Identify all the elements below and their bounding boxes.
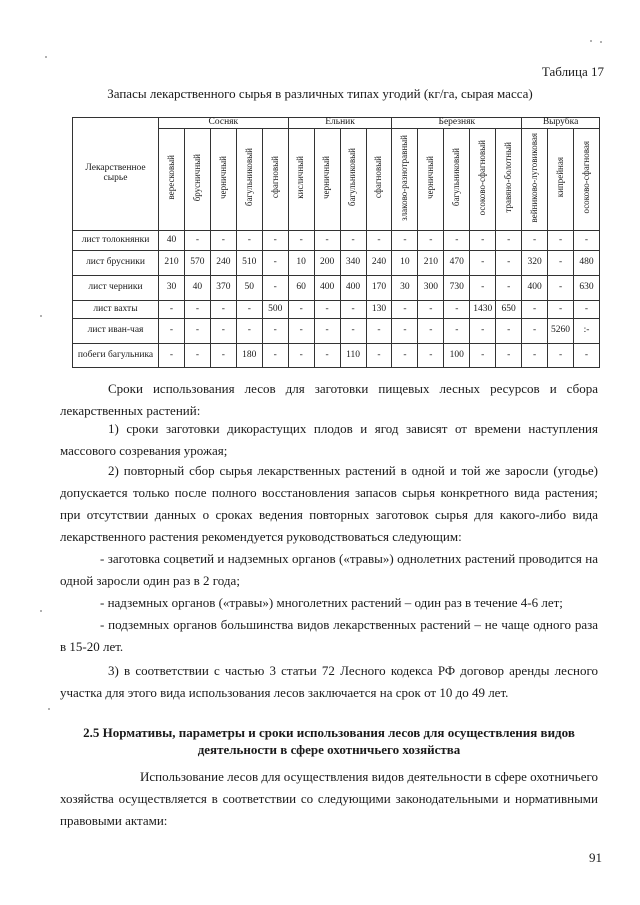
- column-header-label: вейниково-луговиковая: [528, 132, 539, 223]
- table-cell: -: [210, 231, 236, 251]
- table-cell: -: [262, 251, 288, 276]
- table-cell: -: [262, 231, 288, 251]
- row-header: лист иван-чая: [73, 319, 159, 344]
- column-header: [184, 129, 210, 231]
- table-body: [73, 231, 600, 368]
- table-cell: -: [236, 301, 262, 319]
- table-cell: 10: [288, 251, 314, 276]
- table-cell: 40: [184, 276, 210, 301]
- column-header: [522, 129, 548, 231]
- column-header-label: сфагновый: [373, 156, 384, 199]
- column-header-label: багульниковый: [347, 148, 358, 207]
- group-header: Вырубка: [522, 118, 600, 129]
- table-cell: 130: [366, 301, 392, 319]
- table-cell: -: [444, 301, 470, 319]
- table-cell: -: [496, 231, 522, 251]
- table-cell: 480: [574, 251, 600, 276]
- table-cell: -: [288, 231, 314, 251]
- table-cell: -: [392, 231, 418, 251]
- column-header-label: сфагновый: [269, 156, 280, 199]
- table-cell: -: [340, 231, 366, 251]
- group-header: Сосняк: [159, 118, 289, 129]
- table-cell: -: [262, 276, 288, 301]
- table-cell: -: [574, 301, 600, 319]
- table-cell: -: [418, 301, 444, 319]
- column-header-label: брусничный: [191, 153, 202, 202]
- table-cell: -: [496, 276, 522, 301]
- paragraph-7: [60, 660, 598, 704]
- table-cell: -: [522, 231, 548, 251]
- table-cell: -: [184, 344, 210, 368]
- paragraph-1: [60, 378, 598, 422]
- table-cell: -: [496, 344, 522, 368]
- paragraph-2: [60, 418, 598, 462]
- table-cell: 400: [314, 276, 340, 301]
- table-row: [73, 344, 600, 368]
- table-cell: -: [159, 301, 185, 319]
- paragraph-2-text: 1) сроки заготовки дикорастущих плодов и ягод зависят от времени наступления массового созревания урожая;: [60, 421, 598, 458]
- table-cell: -: [470, 251, 496, 276]
- table-cell: 240: [366, 251, 392, 276]
- table-cell: 470: [444, 251, 470, 276]
- table-cell: 570: [184, 251, 210, 276]
- table-cell: -: [184, 319, 210, 344]
- table-cell: -: [548, 344, 574, 368]
- table-cell: 30: [159, 276, 185, 301]
- column-header: [548, 129, 574, 231]
- paragraph-3: [60, 460, 598, 548]
- table-cell: 210: [159, 251, 185, 276]
- table-cell: 100: [444, 344, 470, 368]
- paragraph-6: [60, 614, 598, 658]
- row-header: лист вахты: [73, 301, 159, 319]
- column-header-label: вересковый: [165, 155, 176, 200]
- column-header-label: черничный: [425, 156, 436, 199]
- column-header-label: черничный: [217, 156, 228, 199]
- table-cell: -: [210, 319, 236, 344]
- table-cell: -: [210, 301, 236, 319]
- table-cell: -: [522, 301, 548, 319]
- table-cell: -: [340, 319, 366, 344]
- table-cell: -: [522, 344, 548, 368]
- table-cell: 60: [288, 276, 314, 301]
- table-caption: Запасы лекарственного сырья в различных типах угодий (кг/га, сырая масса): [107, 86, 533, 101]
- table-cell: -: [288, 319, 314, 344]
- table-label: Таблица 17: [541, 64, 604, 79]
- table-cell: 180: [236, 344, 262, 368]
- section-heading: 2.5 Нормативы, параметры и сроки использования лесов для осуществления видов деятельности в сфере охотничьего хозяйства: [83, 725, 575, 757]
- column-header: [210, 129, 236, 231]
- table-cell: -: [262, 319, 288, 344]
- table-cell: -: [392, 319, 418, 344]
- row-header: лист толокнянки: [73, 231, 159, 251]
- paragraph-6-text: - подземных органов большинства видов лекарственных растений – не чаще одного раза в 15-20 лет.: [60, 617, 598, 654]
- table-cell: 730: [444, 276, 470, 301]
- table-cell: -: [366, 344, 392, 368]
- table-cell: 500: [262, 301, 288, 319]
- table-row: [73, 231, 600, 251]
- table-cell: -: [366, 231, 392, 251]
- page-number: 91: [589, 850, 602, 865]
- column-header-label: злаково-разнотравный: [399, 134, 410, 221]
- table-cell: -: [444, 319, 470, 344]
- table-cell: -: [236, 231, 262, 251]
- column-header-label: кипрейная: [554, 157, 565, 198]
- table-cell: -: [392, 301, 418, 319]
- table-cell: -: [548, 231, 574, 251]
- column-header: [340, 129, 366, 231]
- table-cell: -: [496, 251, 522, 276]
- table-cell: -: [548, 276, 574, 301]
- table-cell: 240: [210, 251, 236, 276]
- column-header: [392, 129, 418, 231]
- resources-table: [72, 117, 600, 368]
- table-cell: 5260: [548, 319, 574, 344]
- table-cell: -: [236, 319, 262, 344]
- table-cell: -: [159, 344, 185, 368]
- column-header: [444, 129, 470, 231]
- table-row: [73, 319, 600, 344]
- table-cell: -: [314, 319, 340, 344]
- table-cell: -: [366, 319, 392, 344]
- table-cell: 210: [418, 251, 444, 276]
- table-cell: -: [574, 344, 600, 368]
- table-cell: -: [418, 344, 444, 368]
- table-cell: 200: [314, 251, 340, 276]
- group-header-row: [73, 118, 600, 129]
- table-cell: -: [314, 344, 340, 368]
- column-header: [236, 129, 262, 231]
- column-header: [418, 129, 444, 231]
- table-cell: 50: [236, 276, 262, 301]
- table-cell: 510: [236, 251, 262, 276]
- column-header-label: осоково-сфагновая: [580, 141, 591, 214]
- row-header: лист черники: [73, 276, 159, 301]
- paragraph-5-text: - надземных органов («травы») многолетних растений – один раз в течение 4-6 лет;: [100, 595, 563, 610]
- table-cell: -: [288, 344, 314, 368]
- paragraph-3-text: 2) повторный сбор сырья лекарственных растений в одной и той же заросли (угодье) допускается только после полного восстановления запасов сырья конкретного вида растения; при отсутствии данных о сроках ведения повторных заготовок сырья для какого-либо вида лекарственного растения рекомендуется руководствоваться следующим:: [60, 463, 598, 544]
- table-cell: 400: [522, 276, 548, 301]
- row-header: лист брусники: [73, 251, 159, 276]
- group-header: Ельник: [288, 118, 392, 129]
- paragraph-7-text: 3) в соответствии с частью 3 статьи 72 Лесного кодекса РФ договор аренды лесного участка для этого вида использования лесов заключается на срок от 10 до 49 лет.: [60, 663, 598, 700]
- table-cell: -: [314, 301, 340, 319]
- table-cell: -: [548, 251, 574, 276]
- paragraph-4-text: - заготовка соцветий и надземных органов («травы») однолетних растений проводится на одной заросли один раз в 2 года;: [60, 551, 598, 588]
- table-cell: -: [548, 301, 574, 319]
- table-cell: -: [184, 301, 210, 319]
- table-cell: 30: [392, 276, 418, 301]
- table-cell: -: [418, 319, 444, 344]
- table-cell: -: [574, 231, 600, 251]
- row-header: побеги багульника: [73, 344, 159, 368]
- table-cell: 630: [574, 276, 600, 301]
- table-cell: -: [522, 319, 548, 344]
- column-header-label: осоково-сфагновый: [477, 139, 487, 216]
- table-cell: 40: [159, 231, 185, 251]
- table-cell: 650: [496, 301, 522, 319]
- table-cell: -: [392, 344, 418, 368]
- table-cell: :-: [574, 319, 600, 344]
- corner-header: Лекарственное сырье: [73, 118, 159, 231]
- column-header-label: багульниковый: [451, 148, 462, 207]
- section-paragraph: [60, 766, 598, 832]
- table-cell: -: [340, 301, 366, 319]
- table-cell: -: [444, 231, 470, 251]
- paragraph-5: [60, 592, 598, 614]
- group-header: Березняк: [392, 118, 522, 129]
- column-header: [470, 129, 496, 231]
- table-cell: -: [262, 344, 288, 368]
- column-header-label: кисличный: [295, 156, 306, 199]
- table-cell: -: [496, 319, 522, 344]
- table-cell: -: [210, 344, 236, 368]
- table-cell: -: [159, 319, 185, 344]
- table-cell: -: [314, 231, 340, 251]
- column-header-label: травяно-болотный: [502, 142, 513, 213]
- column-header: [262, 129, 288, 231]
- column-header: [496, 129, 522, 231]
- section-paragraph-text: Использование лесов для осуществления видов деятельности в сфере охотничьего хозяйства осуществляется в соответствии со следующими законодательными и нормативными правовыми актами:: [60, 769, 598, 828]
- table-cell: 340: [340, 251, 366, 276]
- table-cell: -: [470, 231, 496, 251]
- table-cell: 320: [522, 251, 548, 276]
- column-header: [288, 129, 314, 231]
- table-cell: 1430: [470, 301, 496, 319]
- table-cell: -: [470, 319, 496, 344]
- table-cell: -: [288, 301, 314, 319]
- table-row: [73, 276, 600, 301]
- table-cell: 110: [340, 344, 366, 368]
- table-cell: 10: [392, 251, 418, 276]
- table-cell: -: [418, 231, 444, 251]
- table-cell: -: [470, 344, 496, 368]
- column-header: [366, 129, 392, 231]
- table-cell: 370: [210, 276, 236, 301]
- column-header: [159, 129, 185, 231]
- column-header: [314, 129, 340, 231]
- table-cell: 170: [366, 276, 392, 301]
- paragraph-1-text: Сроки использования лесов для заготовки пищевых лесных ресурсов и сбора лекарственных растений:: [60, 381, 598, 418]
- table-cell: 400: [340, 276, 366, 301]
- column-header-label: багульниковый: [243, 148, 254, 207]
- column-header: [574, 129, 600, 231]
- paragraph-4: [60, 548, 598, 592]
- table-cell: 300: [418, 276, 444, 301]
- table-cell: -: [470, 276, 496, 301]
- column-header-label: черничный: [321, 156, 332, 199]
- table-row: [73, 251, 600, 276]
- table-row: [73, 301, 600, 319]
- table-cell: -: [184, 231, 210, 251]
